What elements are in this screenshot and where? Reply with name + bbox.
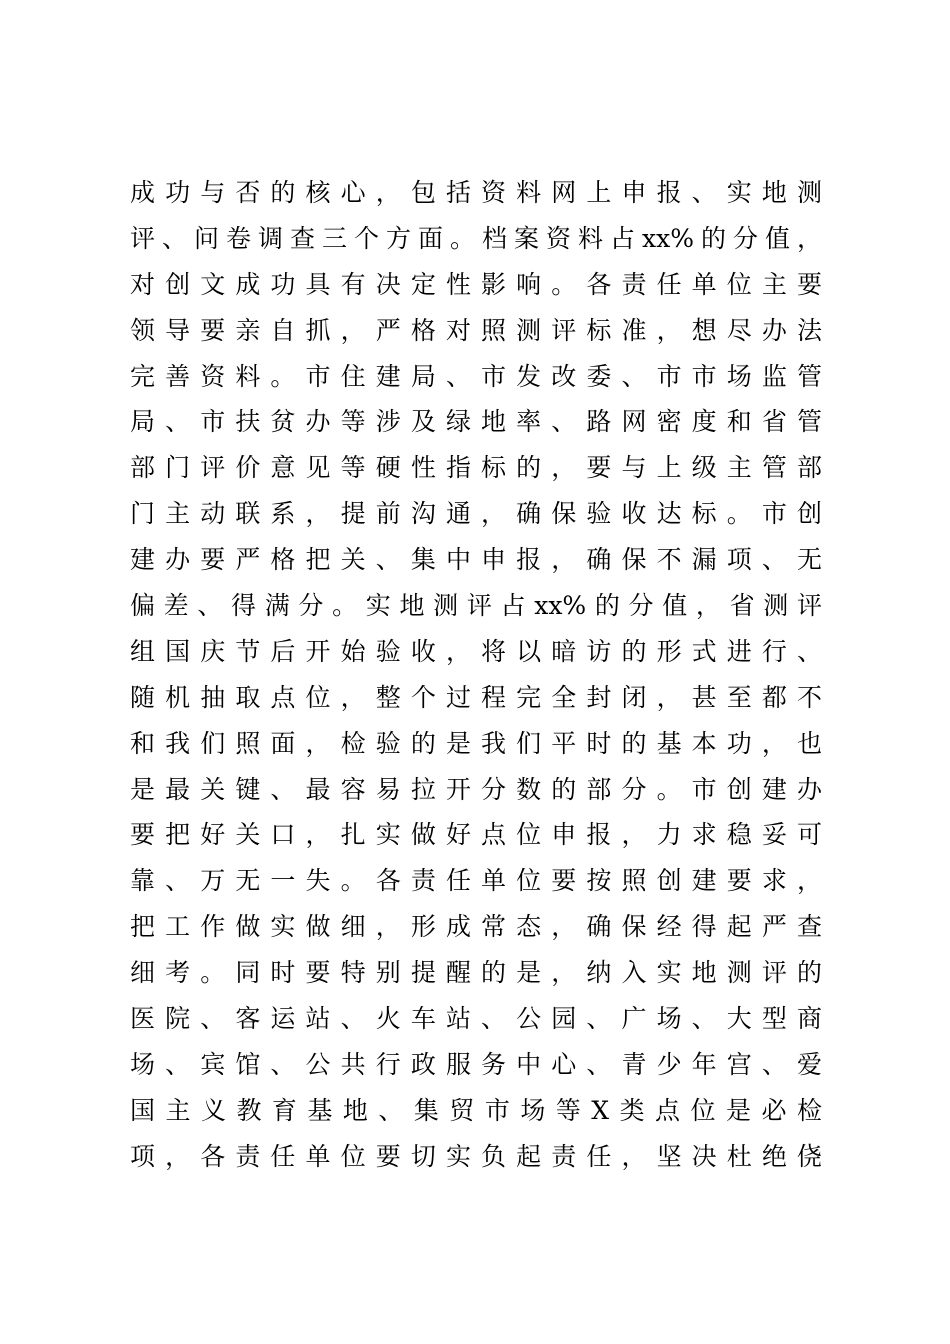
text-line: 是最关键、最容易拉开分数的部分。市创建办 [130,774,822,804]
text-line: 局、市扶贫办等涉及绿地率、路网密度和省管 [130,407,822,437]
text-line: 细考。同时要特别提醒的是，纳入实地测评的 [130,958,822,988]
text-line: 国主义教育基地、集贸市场等X类点位是必检 [130,1095,822,1125]
text-line: 成功与否的核心，包括资料网上申报、实地测 [130,178,822,207]
text-line: 对创文成功具有决定性影响。各责任单位主要 [130,269,822,299]
text-line: 门主动联系，提前沟通，确保验收达标。市创 [130,499,822,529]
text-line: 随机抽取点位，整个过程完全封闭，甚至都不 [130,682,822,712]
text-line: 建办要严格把关、集中申报，确保不漏项、无 [130,545,822,575]
text-line: 偏差、得满分。实地测评占xx%的分值，省测评 [130,591,822,621]
body-text [130,170,822,1180]
text-line: 评、问卷调查三个方面。档案资料占xx%的分值， [130,223,822,253]
text-line: 场、宾馆、公共行政服务中心、青少年宫、爱 [130,1049,822,1079]
text-line: 部门评价意见等硬性指标的，要与上级主管部 [130,453,822,483]
text-line: 要把好关口，扎实做好点位申报，力求稳妥可 [130,820,822,850]
text-line: 组国庆节后开始验收，将以暗访的形式进行、 [130,636,822,666]
text-line: 项，各责任单位要切实负起责任，坚决杜绝侥 [130,1141,822,1171]
text-line: 和我们照面，检验的是我们平时的基本功，也 [130,728,822,758]
text-line: 领导要亲自抓，严格对照测评标准，想尽办法 [130,315,822,345]
text-line: 医院、客运站、火车站、公园、广场、大型商 [130,1004,822,1034]
text-line: 把工作做实做细，形成常态，确保经得起严查 [130,912,822,942]
text-line: 靠、万无一失。各责任单位要按照创建要求， [130,866,822,896]
text-line: 完善资料。市住建局、市发改委、市市场监管 [130,361,822,391]
